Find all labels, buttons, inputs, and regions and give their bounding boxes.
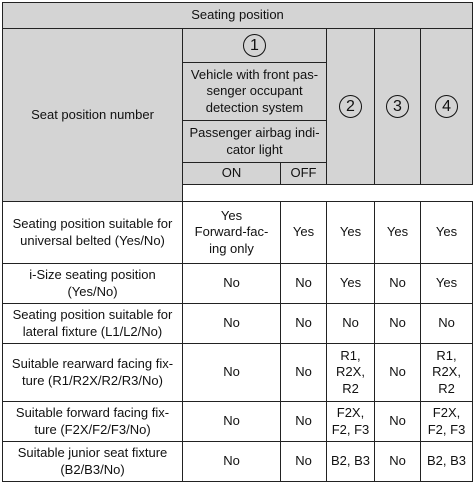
row-label: Seating position suitable for lateral fixture (L1/L2/No) — [3, 304, 183, 344]
cell-on: Yes Forward-fac- ing only — [183, 202, 281, 264]
table-row — [3, 402, 473, 442]
cell-position-2: F2X, F2, F3 — [327, 402, 375, 442]
table-row — [3, 202, 473, 264]
cell-position-4: F2X, F2, F3 — [421, 402, 473, 442]
table-row — [3, 344, 473, 402]
airbag-indicator-header: Passenger airbag indi- cator light — [183, 121, 327, 163]
row-label: i-Size seating position (Yes/No) — [3, 264, 183, 304]
cell-position-2: No — [327, 304, 375, 344]
position-3-header — [375, 29, 421, 185]
cell-position-3: No — [375, 264, 421, 304]
table-row — [3, 304, 473, 344]
position-1-number: 1 — [243, 34, 266, 57]
cell-off: No — [281, 442, 327, 482]
cell-off: No — [281, 264, 327, 304]
seat-position-number-label: Seat position number — [3, 29, 183, 202]
cell-position-4: B2, B3 — [421, 442, 473, 482]
row-label: Suitable junior seat fixture (B2/B3/No) — [3, 442, 183, 482]
table-row — [3, 264, 473, 304]
cell-position-4: R1, R2X, R2 — [421, 344, 473, 402]
row-label: Suitable forward facing fix- ture (F2X/F2/F3/No) — [3, 402, 183, 442]
cell-position-3: No — [375, 304, 421, 344]
table-row — [3, 442, 473, 482]
cell-position-2: R1, R2X, R2 — [327, 344, 375, 402]
row-label: Suitable rearward facing fix- ture (R1/R2X/R2/R3/No) — [3, 344, 183, 402]
position-4-header — [421, 29, 473, 185]
cell-position-2: B2, B3 — [327, 442, 375, 482]
cell-off: Yes — [281, 202, 327, 264]
cell-on: No — [183, 264, 281, 304]
position-2-header — [327, 29, 375, 185]
table-title: Seating position — [3, 3, 473, 29]
cell-on: No — [183, 304, 281, 344]
cell-position-4: Yes — [421, 202, 473, 264]
cell-position-4: No — [421, 304, 473, 344]
position-1-header — [183, 29, 327, 63]
cell-on: No — [183, 442, 281, 482]
cell-position-4: Yes — [421, 264, 473, 304]
cell-position-3: No — [375, 402, 421, 442]
indicator-off-header: OFF — [281, 163, 327, 185]
row-label: Seating position suitable for universal belted (Yes/No) — [3, 202, 183, 264]
occupant-detection-header: Vehicle with front pas- senger occupant detection system — [183, 63, 327, 121]
cell-position-2: Yes — [327, 264, 375, 304]
cell-position-2: Yes — [327, 202, 375, 264]
seating-position-table — [2, 2, 473, 482]
position-4-number: 4 — [435, 95, 458, 118]
cell-off: No — [281, 344, 327, 402]
cell-on: No — [183, 344, 281, 402]
cell-off: No — [281, 402, 327, 442]
cell-on: No — [183, 402, 281, 442]
cell-position-3: No — [375, 442, 421, 482]
cell-position-3: Yes — [375, 202, 421, 264]
position-3-number: 3 — [386, 95, 409, 118]
position-2-number: 2 — [339, 95, 362, 118]
cell-off: No — [281, 304, 327, 344]
cell-position-3: No — [375, 344, 421, 402]
indicator-on-header: ON — [183, 163, 281, 185]
